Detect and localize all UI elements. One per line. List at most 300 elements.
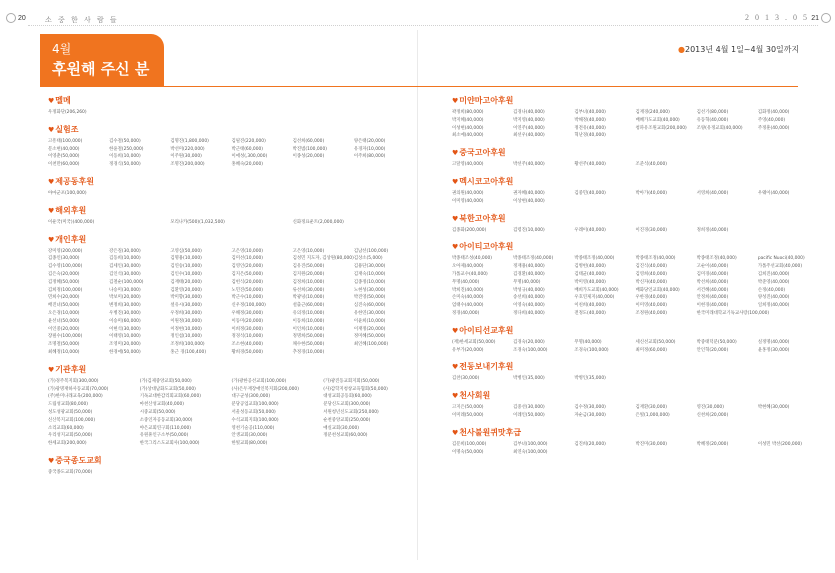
donor-entry: 우병진(30,000) bbox=[109, 310, 141, 316]
donor-entry: 안인혁(20,000) bbox=[696, 347, 729, 353]
donor-entry: 영진(30,000) bbox=[696, 405, 724, 411]
donor-entry: 김진희(20,000) bbox=[574, 441, 606, 447]
page-number-left: 20 bbox=[18, 15, 26, 22]
donor-entry: 우웨이(40,000) bbox=[757, 190, 790, 196]
donor-section bbox=[48, 205, 413, 227]
donor-entry: 김태균(40,000) bbox=[574, 271, 606, 277]
donor-entry: 박지영(40,000) bbox=[513, 117, 545, 123]
heart-icon: ♥ bbox=[452, 97, 459, 105]
donor-entry: (사)은두재장애인복지회(200,000) bbox=[231, 386, 299, 392]
donor-entry: 박광녕(10,000) bbox=[292, 295, 325, 301]
donor-entry: 한국미래대학교기독교사랑(100,000) bbox=[696, 310, 770, 316]
donor-entry: 양은태(20,000) bbox=[353, 138, 386, 144]
donor-entry: 대성교회공동회(60,000) bbox=[323, 394, 372, 400]
page-marker-right-icon bbox=[821, 13, 831, 23]
donor-entry: (가)김제중앙교회(50,000) bbox=[139, 378, 192, 384]
donor-entry: 무명(40,000) bbox=[452, 279, 480, 285]
donor-entry: 장필수(100,000) bbox=[48, 334, 83, 340]
donor-entry: 한윤철(250,000) bbox=[109, 146, 144, 152]
donor-entry: 고지은(50,000) bbox=[452, 405, 484, 411]
donor-entry: (재)한세교회(50,000) bbox=[452, 339, 496, 345]
donor-entry: 문소현(40,000) bbox=[48, 146, 80, 152]
donor-entry: 한국그리스도교회사(100,000) bbox=[139, 441, 200, 447]
section-heading bbox=[452, 147, 817, 159]
donor-entry: 조경숙(100,000) bbox=[574, 347, 609, 353]
donor-entry: 김문희(100,000) bbox=[452, 441, 487, 447]
donor-entry: 김상소(5,000) bbox=[353, 256, 383, 262]
donor-entry: (가)광한공선교회(100,000) bbox=[231, 378, 287, 384]
donor-section bbox=[452, 176, 817, 206]
donor-entry: 이현경(40,000) bbox=[696, 303, 729, 309]
donor-entry: 김헌식(20,000) bbox=[231, 279, 264, 285]
section-title: 해외후원 bbox=[55, 205, 87, 215]
magazine-name: 소 중 한 사 람 들 bbox=[45, 16, 119, 24]
section-title: 기관후원 bbox=[55, 364, 87, 374]
donor-entry: 이주원(30,000) bbox=[170, 154, 202, 160]
donor-entry: 김지원(20,000) bbox=[292, 271, 325, 277]
section-title: 개인후원 bbox=[55, 234, 87, 244]
donor-entry: 조준석(40,000) bbox=[635, 162, 668, 168]
donor-entry: 이천만(60,000) bbox=[48, 162, 80, 168]
section-heading bbox=[452, 325, 817, 337]
donor-entry: 최인혜(100,000) bbox=[353, 342, 389, 348]
period-label bbox=[678, 44, 799, 55]
donor-entry: 마천산성교회(40,000) bbox=[139, 402, 184, 408]
section-title: 천사회원 bbox=[459, 391, 491, 401]
donor-entry: (가)상대남화도교회(50,000) bbox=[139, 386, 196, 392]
title-month: 4월 bbox=[52, 42, 72, 56]
donor-list bbox=[452, 190, 817, 206]
donor-entry: 양성진(40,000) bbox=[757, 295, 790, 301]
donor-entry: 유동혁(40,000) bbox=[696, 117, 729, 123]
heart-icon: ♥ bbox=[48, 125, 55, 134]
donor-entry: 곽정희(80,000) bbox=[452, 110, 484, 115]
donor-list bbox=[452, 227, 817, 235]
heart-icon: ♥ bbox=[452, 392, 459, 401]
donor-entry: 김화정(40,000) bbox=[757, 110, 790, 115]
donor-entry: 은빛(1,000,000) bbox=[635, 412, 670, 418]
donor-list bbox=[452, 404, 817, 420]
donor-entry: 조양(유정교회(40,000) bbox=[696, 125, 743, 131]
donor-entry: 김경나(40,000) bbox=[513, 110, 545, 115]
section-heading bbox=[452, 176, 817, 188]
donor-entry: 세신선교회(50,000) bbox=[635, 339, 676, 345]
donor-section bbox=[452, 427, 817, 457]
donor-entry: 김세인(30,000) bbox=[109, 264, 141, 270]
section-heading bbox=[48, 364, 413, 376]
donor-entry: 나승미(30,000) bbox=[109, 287, 141, 293]
donor-entry: 혁난경(40,000) bbox=[574, 133, 606, 139]
donor-entry: 시중교회(50,000) bbox=[139, 409, 176, 415]
donor-entry: 고영심(50,000) bbox=[170, 248, 202, 254]
donor-entry: 박미영(40,000) bbox=[574, 279, 606, 285]
donor-entry: 이미례(50,000) bbox=[452, 412, 484, 418]
donor-entry: 심진숙(60,000) bbox=[353, 303, 386, 309]
donor-entry: 소리교회(60,000) bbox=[48, 425, 84, 431]
donor-entry: 김희진(40,000) bbox=[757, 271, 790, 277]
donor-entry: 고달영(40,000) bbox=[452, 162, 484, 168]
donor-list bbox=[452, 441, 817, 457]
donor-entry: 무명(40,000) bbox=[513, 279, 541, 285]
donor-entry: 정경석(10,000) bbox=[231, 334, 264, 340]
section-title: 중국고아후원 bbox=[459, 148, 506, 158]
donor-entry: 박혜정(20,000) bbox=[696, 441, 729, 447]
donor-entry: 조영미(20,000) bbox=[109, 342, 141, 348]
donor-entry: 김미선(10,000) bbox=[231, 256, 264, 262]
donor-entry: 신산복지교회(100,000) bbox=[48, 417, 96, 423]
section-title: 멕시코고아후원 bbox=[459, 176, 514, 186]
donor-entry: 조소현(40,000) bbox=[231, 342, 264, 348]
donor-entry: 이인중(20,000) bbox=[48, 326, 80, 332]
donor-entry: 이태영(10,000) bbox=[109, 334, 141, 340]
donor-entry: 이미영(40,000) bbox=[452, 198, 484, 204]
donor-section bbox=[48, 124, 413, 169]
donor-entry: 박진영(50,000) bbox=[353, 295, 386, 301]
donor-entry: 민희수(20,000) bbox=[48, 295, 80, 301]
section-heading bbox=[452, 361, 817, 373]
section-title: 아이티선교후원 bbox=[459, 325, 514, 335]
heart-icon: ♥ bbox=[452, 149, 459, 158]
donor-entry: 김영희(40,000) bbox=[635, 271, 668, 277]
donor-entry: 한세교회(200,000) bbox=[48, 441, 87, 447]
donor-entry: 우한경(40,000) bbox=[635, 295, 668, 301]
donor-list bbox=[48, 378, 413, 448]
donor-entry: 신화정표운트(2,000,000) bbox=[292, 219, 344, 225]
header-divider bbox=[28, 25, 818, 26]
donor-entry: 김동희(10,000) bbox=[109, 256, 141, 262]
donor-entry: 일희정(40,000) bbox=[757, 303, 790, 309]
donor-entry: 이주희(80,000) bbox=[353, 154, 386, 160]
donor-entry: 정미혜(50,000) bbox=[353, 334, 386, 340]
donor-entry: 김희정(100,000) bbox=[48, 287, 83, 293]
donor-entry: 주영(40,000) bbox=[757, 117, 786, 123]
donor-entry: 한빛교회(80,000) bbox=[231, 441, 268, 447]
section-heading bbox=[48, 455, 413, 467]
donor-entry: 이희정(30,000) bbox=[231, 326, 264, 332]
donor-section bbox=[48, 455, 413, 477]
donor-entry: (가)광진동교회지회(50,000) bbox=[323, 378, 380, 384]
donor-entry: 순천중앙교회(250,000) bbox=[323, 417, 371, 423]
donor-entry: 김환영(20,000) bbox=[170, 287, 202, 293]
donor-entry: 조정희(100,000) bbox=[170, 342, 205, 348]
section-title: 멜메 bbox=[55, 96, 71, 105]
donor-entry: 김유진(50,000) bbox=[292, 264, 325, 270]
donor-list bbox=[452, 161, 817, 169]
donor-entry: 가톨교수(40,000) bbox=[452, 271, 488, 277]
donor-entry: 이미영(40,000) bbox=[635, 303, 668, 309]
donor-entry: 소중인자공동교회(30,000) bbox=[139, 417, 193, 423]
donor-entry: 정경(40,000) bbox=[452, 310, 480, 316]
donor-entry: 우해정(30,000) bbox=[231, 310, 264, 316]
donor-entry: 이승미(60,000) bbox=[109, 318, 141, 324]
spread-gutter bbox=[417, 30, 418, 560]
section-title: 제공동후원 bbox=[55, 176, 94, 186]
donor-entry: 유의정(10,000) bbox=[292, 310, 325, 316]
donor-list bbox=[452, 375, 817, 383]
donor-list bbox=[48, 109, 413, 117]
donor-entry: 배진녀(50,000) bbox=[48, 303, 80, 309]
donor-entry: 김인석(30,000) bbox=[109, 271, 141, 277]
heart-icon: ♥ bbox=[48, 365, 55, 374]
donor-entry: 김명용(10,000) bbox=[170, 256, 202, 262]
donor-entry: 김필진(220,000) bbox=[231, 138, 266, 144]
donor-entry: 엄태수(40,000) bbox=[452, 303, 484, 309]
donor-entry: 손정(40,000) bbox=[757, 287, 786, 293]
section-heading bbox=[452, 95, 817, 107]
section-title: 실험조 bbox=[55, 124, 79, 134]
section-heading bbox=[452, 390, 817, 402]
bullet-dot-icon: ● bbox=[678, 45, 685, 54]
donor-entry: 드림성교회(80,000) bbox=[48, 402, 88, 408]
donor-entry: 강은질(30,000) bbox=[109, 248, 141, 254]
donor-entry: 이종성(20,000) bbox=[292, 154, 325, 160]
donor-entry: 이영숙(40,000) bbox=[513, 303, 545, 309]
donor-entry: 김남선(100,000) bbox=[353, 248, 389, 254]
heart-icon: ♥ bbox=[48, 235, 55, 244]
donor-entry: 이진경(30,000) bbox=[635, 227, 668, 233]
heart-icon: ♥ bbox=[48, 456, 55, 465]
donor-entry: 이연주(40,000) bbox=[513, 125, 545, 131]
section-heading bbox=[48, 176, 413, 188]
donor-entry: 박종태조정(40,000) bbox=[635, 256, 676, 262]
donor-entry: 분당신도교회(300,000) bbox=[323, 402, 371, 408]
donor-entry: 애실교회(30,000) bbox=[323, 425, 360, 431]
donor-list bbox=[452, 109, 817, 140]
donor-section bbox=[452, 241, 817, 317]
section-title: 중국종도교회 bbox=[55, 455, 102, 465]
donor-entry: 유한연(30,000) bbox=[353, 310, 386, 316]
donor-entry: 김부녀(40,000) bbox=[574, 110, 606, 115]
donor-entry: 이현석(30,000) bbox=[109, 326, 141, 332]
section-title: 전동보내기후원 bbox=[459, 362, 514, 372]
left-donor-column bbox=[48, 95, 413, 484]
donor-entry: 김인수(10,000) bbox=[170, 271, 202, 277]
donor-list bbox=[452, 339, 817, 355]
donor-entry: (주)한미나래교육(200,000) bbox=[48, 394, 103, 400]
donor-entry: 손미숙(40,000) bbox=[452, 295, 484, 301]
donor-entry: 정경식(50,000) bbox=[109, 162, 141, 168]
donor-entry: 우정화단(206,260) bbox=[48, 110, 87, 115]
donor-entry: 유경자(10,000) bbox=[353, 146, 386, 152]
donor-entry: 최연숙(100,000) bbox=[513, 449, 548, 455]
heart-icon: ♥ bbox=[48, 177, 55, 186]
donor-entry: 조명진(200,000) bbox=[170, 162, 205, 168]
donor-entry: 김재숙(10,000) bbox=[353, 271, 386, 277]
donor-entry: 김종정(10,000) bbox=[353, 279, 386, 285]
donor-entry: 이원정(30,000) bbox=[170, 318, 202, 324]
donor-entry: 야은교회연구회(110,000) bbox=[139, 425, 192, 431]
donor-entry: 박미향(30,000) bbox=[170, 295, 202, 301]
donor-entry: 김명진(1,800,000) bbox=[170, 138, 209, 144]
donor-entry: 추정경(10,000) bbox=[292, 349, 325, 355]
heart-icon: ♥ bbox=[452, 214, 459, 223]
donor-entry: 박보미(20,000) bbox=[109, 295, 141, 301]
donor-entry: 자순금(30,000) bbox=[574, 412, 606, 418]
donor-entry: 김재태(20,000) bbox=[170, 279, 202, 285]
section-heading bbox=[48, 95, 413, 107]
donor-entry: 기독교대한감리회교회(60,000) bbox=[139, 394, 201, 400]
donor-entry: 이성민 박선(200,000) bbox=[757, 441, 803, 447]
donor-entry: 우례이(40,000) bbox=[574, 227, 606, 233]
donor-entry: 김용단(30,000) bbox=[353, 264, 386, 270]
donor-entry: 배혜가도교회(40,000) bbox=[635, 117, 680, 123]
donor-entry: 배희가도교회(40,000) bbox=[574, 287, 619, 293]
donor-entry: 박선희(40,000) bbox=[696, 279, 729, 285]
donor-entry: 이인희(10,000) bbox=[292, 326, 325, 332]
donor-entry: 서원청년신도교회(250,000) bbox=[323, 409, 379, 415]
donor-entry: 이동희(10,000) bbox=[109, 154, 141, 160]
donor-entry: 정희정(40,000) bbox=[696, 227, 729, 233]
donor-entry: 아마군포(100,000) bbox=[48, 190, 87, 196]
donor-entry: 김재경(240,000) bbox=[635, 110, 670, 115]
page-title: 후원해 주신 분 bbox=[52, 60, 150, 78]
donor-list bbox=[48, 219, 413, 227]
donor-entry: 영천기술공(110,000) bbox=[231, 425, 275, 431]
donor-entry: 김진식(40,000) bbox=[635, 264, 668, 270]
donor-entry: 박진범(100,000) bbox=[292, 146, 327, 152]
donor-entry: 김미경(40,000) bbox=[696, 271, 729, 277]
donor-entry: 고은영(10,000) bbox=[231, 248, 264, 254]
donor-entry: 박병인(35,000) bbox=[513, 376, 545, 382]
donor-section bbox=[48, 176, 413, 198]
donor-entry: 권자혜(40,000) bbox=[513, 190, 545, 196]
heart-icon: ♥ bbox=[452, 177, 459, 186]
donor-entry: 강미영(200,000) bbox=[48, 248, 83, 254]
donor-entry: 오아제(40,000) bbox=[452, 264, 484, 270]
donor-entry: 정인섭(10,000) bbox=[170, 334, 202, 340]
donor-entry: 황희경(50,000) bbox=[231, 349, 264, 355]
donor-entry: 김정혜(50,000) bbox=[48, 279, 80, 285]
section-title: 아이티고아후원 bbox=[459, 242, 514, 252]
heart-icon: ♥ bbox=[452, 428, 459, 437]
donor-entry: 박종태조정(40,000) bbox=[574, 256, 615, 262]
donor-section bbox=[452, 213, 817, 235]
donor-entry: 우리성지교회(50,000) bbox=[48, 433, 93, 439]
donor-entry: 조명철(50,000) bbox=[48, 342, 80, 348]
donor-entry: 박지혜(40,000) bbox=[452, 117, 484, 123]
donor-entry: 박준영(40,000) bbox=[757, 279, 790, 285]
donor-entry: 박병인(35,000) bbox=[574, 376, 606, 382]
section-heading bbox=[452, 241, 817, 253]
donor-entry: 박종태조성(40,000) bbox=[452, 256, 492, 262]
donor-entry: 실정명(40,000) bbox=[757, 339, 790, 345]
donor-entry: 박현혜(30,000) bbox=[757, 405, 790, 411]
donor-entry: 정명희(50,000) bbox=[292, 334, 325, 340]
donor-entry: 이영춘(50,000) bbox=[48, 154, 80, 160]
section-title: 미얀마고아후원 bbox=[459, 96, 514, 105]
donor-list bbox=[48, 248, 413, 357]
donor-entry: pacific Nuoci(40,000) bbox=[757, 256, 805, 262]
donor-entry: (사)감학지청창교육협회(50,000) bbox=[323, 386, 388, 392]
donor-entry: 신천희(20,000) bbox=[696, 412, 729, 418]
donor-entry: (가)광명재하사동교회(70,000) bbox=[48, 386, 109, 392]
donor-entry: 김선희(60,000) bbox=[292, 138, 325, 144]
heart-icon: ♥ bbox=[48, 206, 55, 215]
donor-entry: 모리나카(500)(1,032,500) bbox=[170, 219, 225, 225]
donor-list bbox=[48, 469, 413, 477]
donor-entry: 박선주(40,000) bbox=[513, 162, 545, 168]
page-number-right: 21 bbox=[811, 15, 819, 22]
donor-entry: 무명(40,000) bbox=[574, 339, 602, 345]
donor-entry: 신우정(100,000) bbox=[231, 303, 266, 309]
donor-entry: 이상현(40,000) bbox=[513, 198, 545, 204]
donor-entry: 김경숙(20,000) bbox=[513, 339, 545, 345]
donor-entry: 박근태(60,000) bbox=[231, 146, 264, 152]
donor-entry: 우호연제지(40,000) bbox=[574, 295, 615, 301]
donor-entry: 홍근 경(100,400) bbox=[170, 349, 207, 355]
donor-entry: 김령진(10,000) bbox=[513, 227, 545, 233]
donor-entry: (가)경주복지회(300,000) bbox=[48, 378, 99, 384]
donor-section bbox=[452, 147, 817, 169]
donor-entry: 김중선(30,000) bbox=[513, 405, 545, 411]
donor-entry: 오은경(10,000) bbox=[48, 310, 80, 316]
donor-entry: 김중민(40,000) bbox=[574, 190, 606, 196]
donor-entry: 분당공업교회(100,000) bbox=[231, 402, 279, 408]
section-heading bbox=[452, 213, 817, 225]
issue-date: 2 0 1 3 . 0 5 bbox=[745, 13, 809, 22]
title-underline bbox=[40, 86, 798, 87]
donor-entry: 서건혜(40,000) bbox=[696, 287, 729, 293]
donor-entry: 김종화(200,000) bbox=[452, 227, 487, 233]
donor-entry: 유부가(20,000) bbox=[452, 347, 484, 353]
donor-list bbox=[48, 138, 413, 169]
donor-list bbox=[452, 255, 817, 317]
donor-entry: 변정희(30,000) bbox=[109, 303, 141, 309]
donor-entry: 김성민 지도자, 김상원(80,000) bbox=[292, 256, 354, 262]
donor-entry: 노현성(30,000) bbox=[353, 287, 386, 293]
donor-entry: 주정훈(40,000) bbox=[757, 125, 790, 131]
section-heading bbox=[48, 234, 413, 246]
donor-entry: 박종태조정(40,000) bbox=[696, 256, 737, 262]
donor-section bbox=[452, 95, 817, 140]
donor-section bbox=[48, 234, 413, 357]
donor-entry: 서영희(40,000) bbox=[696, 190, 729, 196]
donor-entry: 박성규(40,000) bbox=[513, 287, 545, 293]
donor-entry: 최소예(40,000) bbox=[452, 133, 484, 139]
donor-list bbox=[48, 190, 413, 198]
donor-entry: 조경숙(100,000) bbox=[513, 347, 548, 353]
donor-entry: 설유시(30,000) bbox=[170, 303, 202, 309]
donor-entry: 송선희(40,000) bbox=[513, 295, 545, 301]
section-heading bbox=[48, 205, 413, 217]
donor-section bbox=[452, 361, 817, 383]
donor-entry: 이례인(50,000) bbox=[513, 412, 545, 418]
donor-entry: 전정도(40,000) bbox=[574, 310, 606, 316]
right-donor-column bbox=[452, 95, 817, 463]
section-title: 천사불원퀴맛후급 bbox=[459, 427, 522, 437]
donor-entry: 박아가(40,000) bbox=[635, 190, 668, 196]
donor-entry: 김은숙(20,000) bbox=[48, 271, 80, 277]
donor-entry: 이애성(,300,000) bbox=[231, 154, 268, 160]
donor-entry: 이윤희(10,000) bbox=[353, 318, 386, 324]
heart-icon: ♥ bbox=[452, 326, 459, 335]
donor-entry: 이재정(20,000) bbox=[353, 326, 386, 332]
donor-entry: 박중태덕분(50,000) bbox=[696, 339, 737, 345]
donor-entry: 박희진(40,000) bbox=[452, 287, 484, 293]
donor-entry: 박근수(10,000) bbox=[231, 295, 264, 301]
donor-entry: 정전유(40,000) bbox=[574, 125, 606, 131]
donor-entry: 안생교회(30,000) bbox=[231, 433, 268, 439]
donor-entry: 최미정(60,000) bbox=[635, 347, 668, 353]
donor-entry: 김연승(10,000) bbox=[170, 264, 202, 270]
donor-entry: 안정희(40,000) bbox=[696, 295, 729, 301]
donor-entry: 최혜정(10,000) bbox=[48, 349, 80, 355]
donor-entry: 한경애(50,000) bbox=[109, 349, 141, 355]
donor-entry: 이성현(40,000) bbox=[452, 125, 484, 131]
donor-entry: 김재환(30,000) bbox=[635, 405, 668, 411]
donor-entry: 이운국(미국)(400,000) bbox=[48, 219, 95, 225]
donor-entry: 고은영(10,000) bbox=[292, 248, 325, 254]
